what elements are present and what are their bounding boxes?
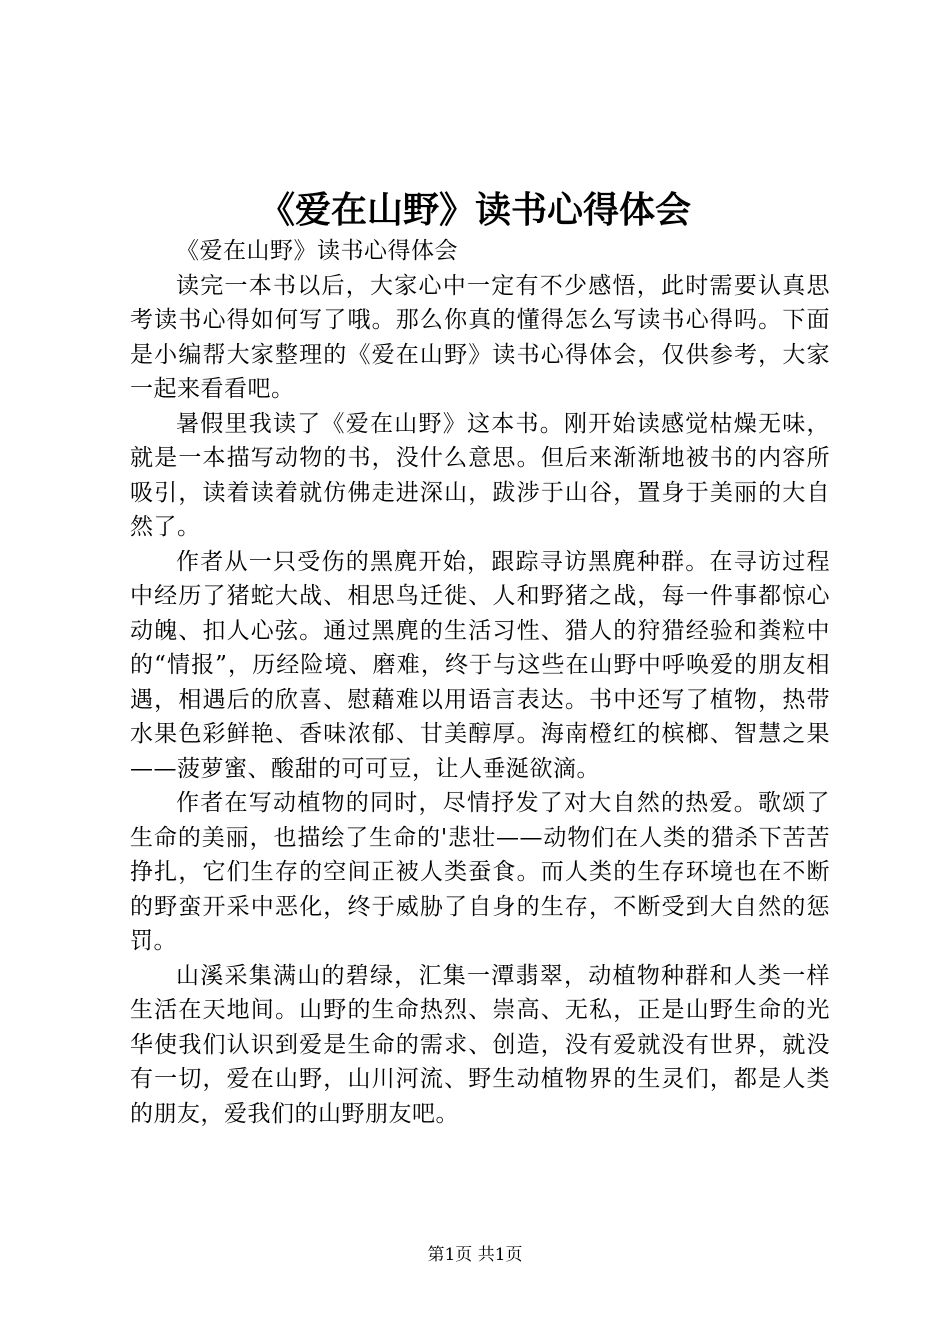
paragraph-love-of-nature: 作者在写动植物的同时，尽情抒发了对大自然的热爱。歌颂了生命的美丽，也描绘了生命的'悲壮——动物们在人类的猎杀下苦苦挣扎，它们生存的空间正被人类蚕食。而人类的生存环境也在不断的野蛮开采中恶化，终于威胁了自身的生存，不断受到大自然的惩罚。 bbox=[130, 790, 830, 954]
paragraph-black-muntjac: 作者从一只受伤的黑麂开始，跟踪寻访黑麂种群。在寻访过程中经历了猪蛇大战、相思鸟迁徙、人和野猪之战，每一件事都惊心动魄、扣人心弦。通过黑麂的生活习性、猎人的狩猎经验和粪粒中的“情报”，历经险境、磨难，终于与这些在山野中呼唤爱的朋友相遇，相遇后的欣喜、慰藉难以用语言表达。书中还写了植物，热带水果色彩鲜艳、香味浓郁、甘美醇厚。海南橙红的槟榔、智慧之果——菠萝蜜、酸甜的可可豆，让人垂涎欲滴。 bbox=[130, 548, 830, 782]
paragraph-conclusion: 山溪采集满山的碧绿，汇集一潭翡翠，动植物种群和人类一样生活在天地间。山野的生命热烈、崇高、无私，正是山野生命的光华使我们认识到爱是生命的需求、创造，没有爱就没有世界，就没有一切，爱在山野，山川河流、野生动植物界的生灵们，都是人类的朋友，爱我们的山野朋友吧。 bbox=[130, 962, 830, 1127]
document-title: 《爱在山野》读书心得体会 bbox=[258, 189, 691, 231]
page-number-footer: 第1页 共1页 bbox=[427, 1245, 523, 1265]
paragraph-summer-reading: 暑假里我读了《爱在山野》这本书。刚开始读感觉枯燥无味，就是一本描写动物的书，没什么意思。但后来渐渐地被书的内容所吸引，读着读着就仿佛走进深山，跋涉于山谷，置身于美丽的大自然了。 bbox=[130, 410, 830, 540]
paragraph-intro: 读完一本书以后，大家心中一定有不少感悟，此时需要认真思考读书心得如何写了哦。那么你真的懂得怎么写读书心得吗。下面是小编帮大家整理的《爱在山野》读书心得体会，仅供参考，大家一起来看看吧。 bbox=[130, 272, 830, 402]
paragraph-subtitle: 《爱在山野》读书心得体会 bbox=[176, 238, 458, 264]
document-body bbox=[130, 234, 830, 1131]
